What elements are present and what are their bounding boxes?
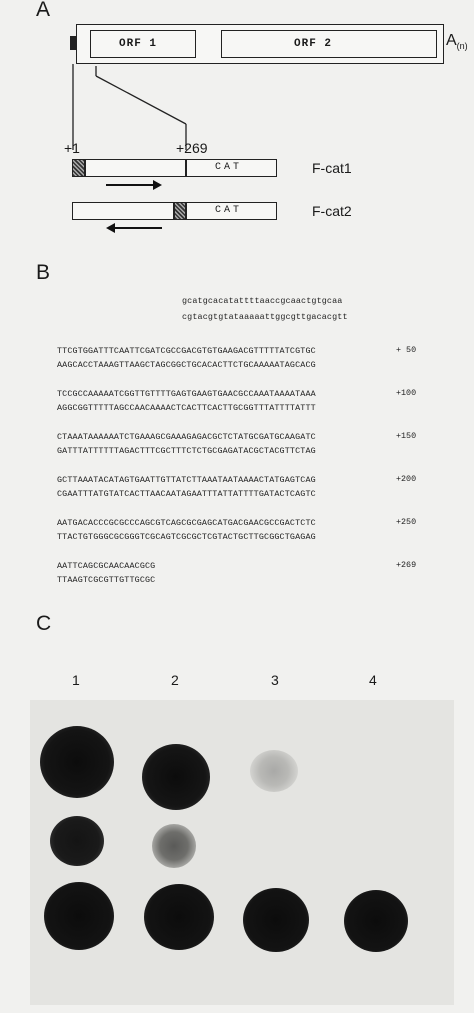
lane-3-upper-spot bbox=[250, 750, 298, 792]
seq-block-6-top: AATTCAGCGCAACAACGCG bbox=[57, 561, 156, 571]
orf1-label: ORF 1 bbox=[119, 38, 158, 50]
fcat2-cat-box bbox=[186, 202, 277, 220]
seq-block-2-bottom: AGGCGGTTTTTAGCCAACAAAACTCACTTCACTTGCGGTTTATTTTATTT bbox=[57, 403, 316, 413]
seq-block-5-position: +250 bbox=[396, 517, 417, 527]
fcat1-forward-arrow-icon bbox=[104, 178, 164, 192]
lane-1-label: 1 bbox=[72, 672, 80, 688]
pos-end-label: +269 bbox=[176, 140, 208, 156]
fcat1-leader-box bbox=[85, 159, 186, 177]
lane-4-origin-spot bbox=[344, 890, 408, 952]
seq-block-4-position: +200 bbox=[396, 474, 417, 484]
seq-block-2-top: TCCGCCAAAAATCGGTTGTTTTGAGTGAAGTGAACGCCAAATAAAATAAA bbox=[57, 389, 316, 399]
lane-2-upper-spot bbox=[142, 744, 210, 810]
poly-a-tail-label: $A_{(n)}$ bbox=[446, 32, 468, 52]
lane-3-label: 3 bbox=[271, 672, 279, 688]
fcat2-label: F-cat2 bbox=[312, 203, 352, 219]
seq-block-6-position: +269 bbox=[396, 560, 417, 570]
panel-c-letter: C bbox=[36, 612, 52, 635]
seq-block-3-position: +150 bbox=[396, 431, 417, 441]
seq-block-2-position: +100 bbox=[396, 388, 417, 398]
lane-2-row-spot-lane-1 bbox=[50, 816, 104, 866]
fcat2-reverse-arrow-icon bbox=[104, 221, 164, 235]
fcat1-hatched-element bbox=[72, 159, 85, 177]
seq-block-4-bottom: CGAATTTATGTATCACTTAACAATAGAATTTATTATTTTGATACTCAGTC bbox=[57, 489, 316, 499]
fcat1-label: F-cat1 bbox=[312, 160, 352, 176]
tlc-autoradiogram bbox=[30, 700, 454, 1005]
fcat2-hatched-element bbox=[174, 202, 186, 220]
orf2-label: ORF 2 bbox=[294, 38, 333, 50]
seq-block-1-bottom: AAGCACCTAAAGTTAAGCTAGCGGCTGCACACTTCTGCAAAAATAGCACG bbox=[57, 360, 316, 370]
seq-block-4-top: GCTTAAATACATAGTGAATTGTTATCTTAAATAATAAAACTATGAGTCAG bbox=[57, 475, 316, 485]
fcat1-cat-box bbox=[186, 159, 277, 177]
lane-3-origin-spot bbox=[243, 888, 309, 952]
lane-4-label: 4 bbox=[369, 672, 377, 688]
seq-block-3-top: CTAAATAAAAAATCTGAAAGCGAAAGAGACGCTCTATGCGATGCAAGATC bbox=[57, 432, 316, 442]
seq-block-5-top: AATGACACCCGCGCCCAGCGTCAGCGCGAGCATGACGAACGCCGACTCTC bbox=[57, 518, 316, 528]
panel-b-letter: B bbox=[36, 261, 51, 284]
fcat1-cat-label: CAT bbox=[215, 162, 243, 173]
seq-header-bottom: cgtacgtgtataaaaattggcgttgacacgtt bbox=[182, 312, 348, 322]
panel-a-letter: A bbox=[36, 0, 51, 21]
seq-block-3-bottom: GATTTATTTTTTAGACTTTCGCTTTCTCTGCGAGATACGCTACGTTCTAG bbox=[57, 446, 316, 456]
lane-1-upper-spot bbox=[40, 726, 114, 798]
seq-block-1-top: TTCGTGGATTTCAATTCGATCGCCGACGTGTGAAGACGTTTTTATCGTGC bbox=[57, 346, 316, 356]
seq-header-top: gcatgcacatattttaaccgcaactgtgcaa bbox=[182, 296, 343, 306]
pos-start-label: +1 bbox=[64, 140, 80, 156]
fcat2-leader-box bbox=[72, 202, 174, 220]
seq-block-6-bottom: TTAAGTCGCGTTGTTGCGC bbox=[57, 575, 156, 585]
seq-block-1-position: + 50 bbox=[396, 345, 417, 355]
lane-2-label: 2 bbox=[171, 672, 179, 688]
seq-block-5-bottom: TTACTGTGGGCGCGGGTCGCAGTCGCGCTCGTACTGCTTGCGGCTGAGAG bbox=[57, 532, 316, 542]
lane-2-origin-spot bbox=[144, 884, 214, 950]
fcat2-cat-label: CAT bbox=[215, 205, 243, 216]
lane-2-middle-spot bbox=[152, 824, 196, 868]
lane-1-origin-spot bbox=[44, 882, 114, 950]
